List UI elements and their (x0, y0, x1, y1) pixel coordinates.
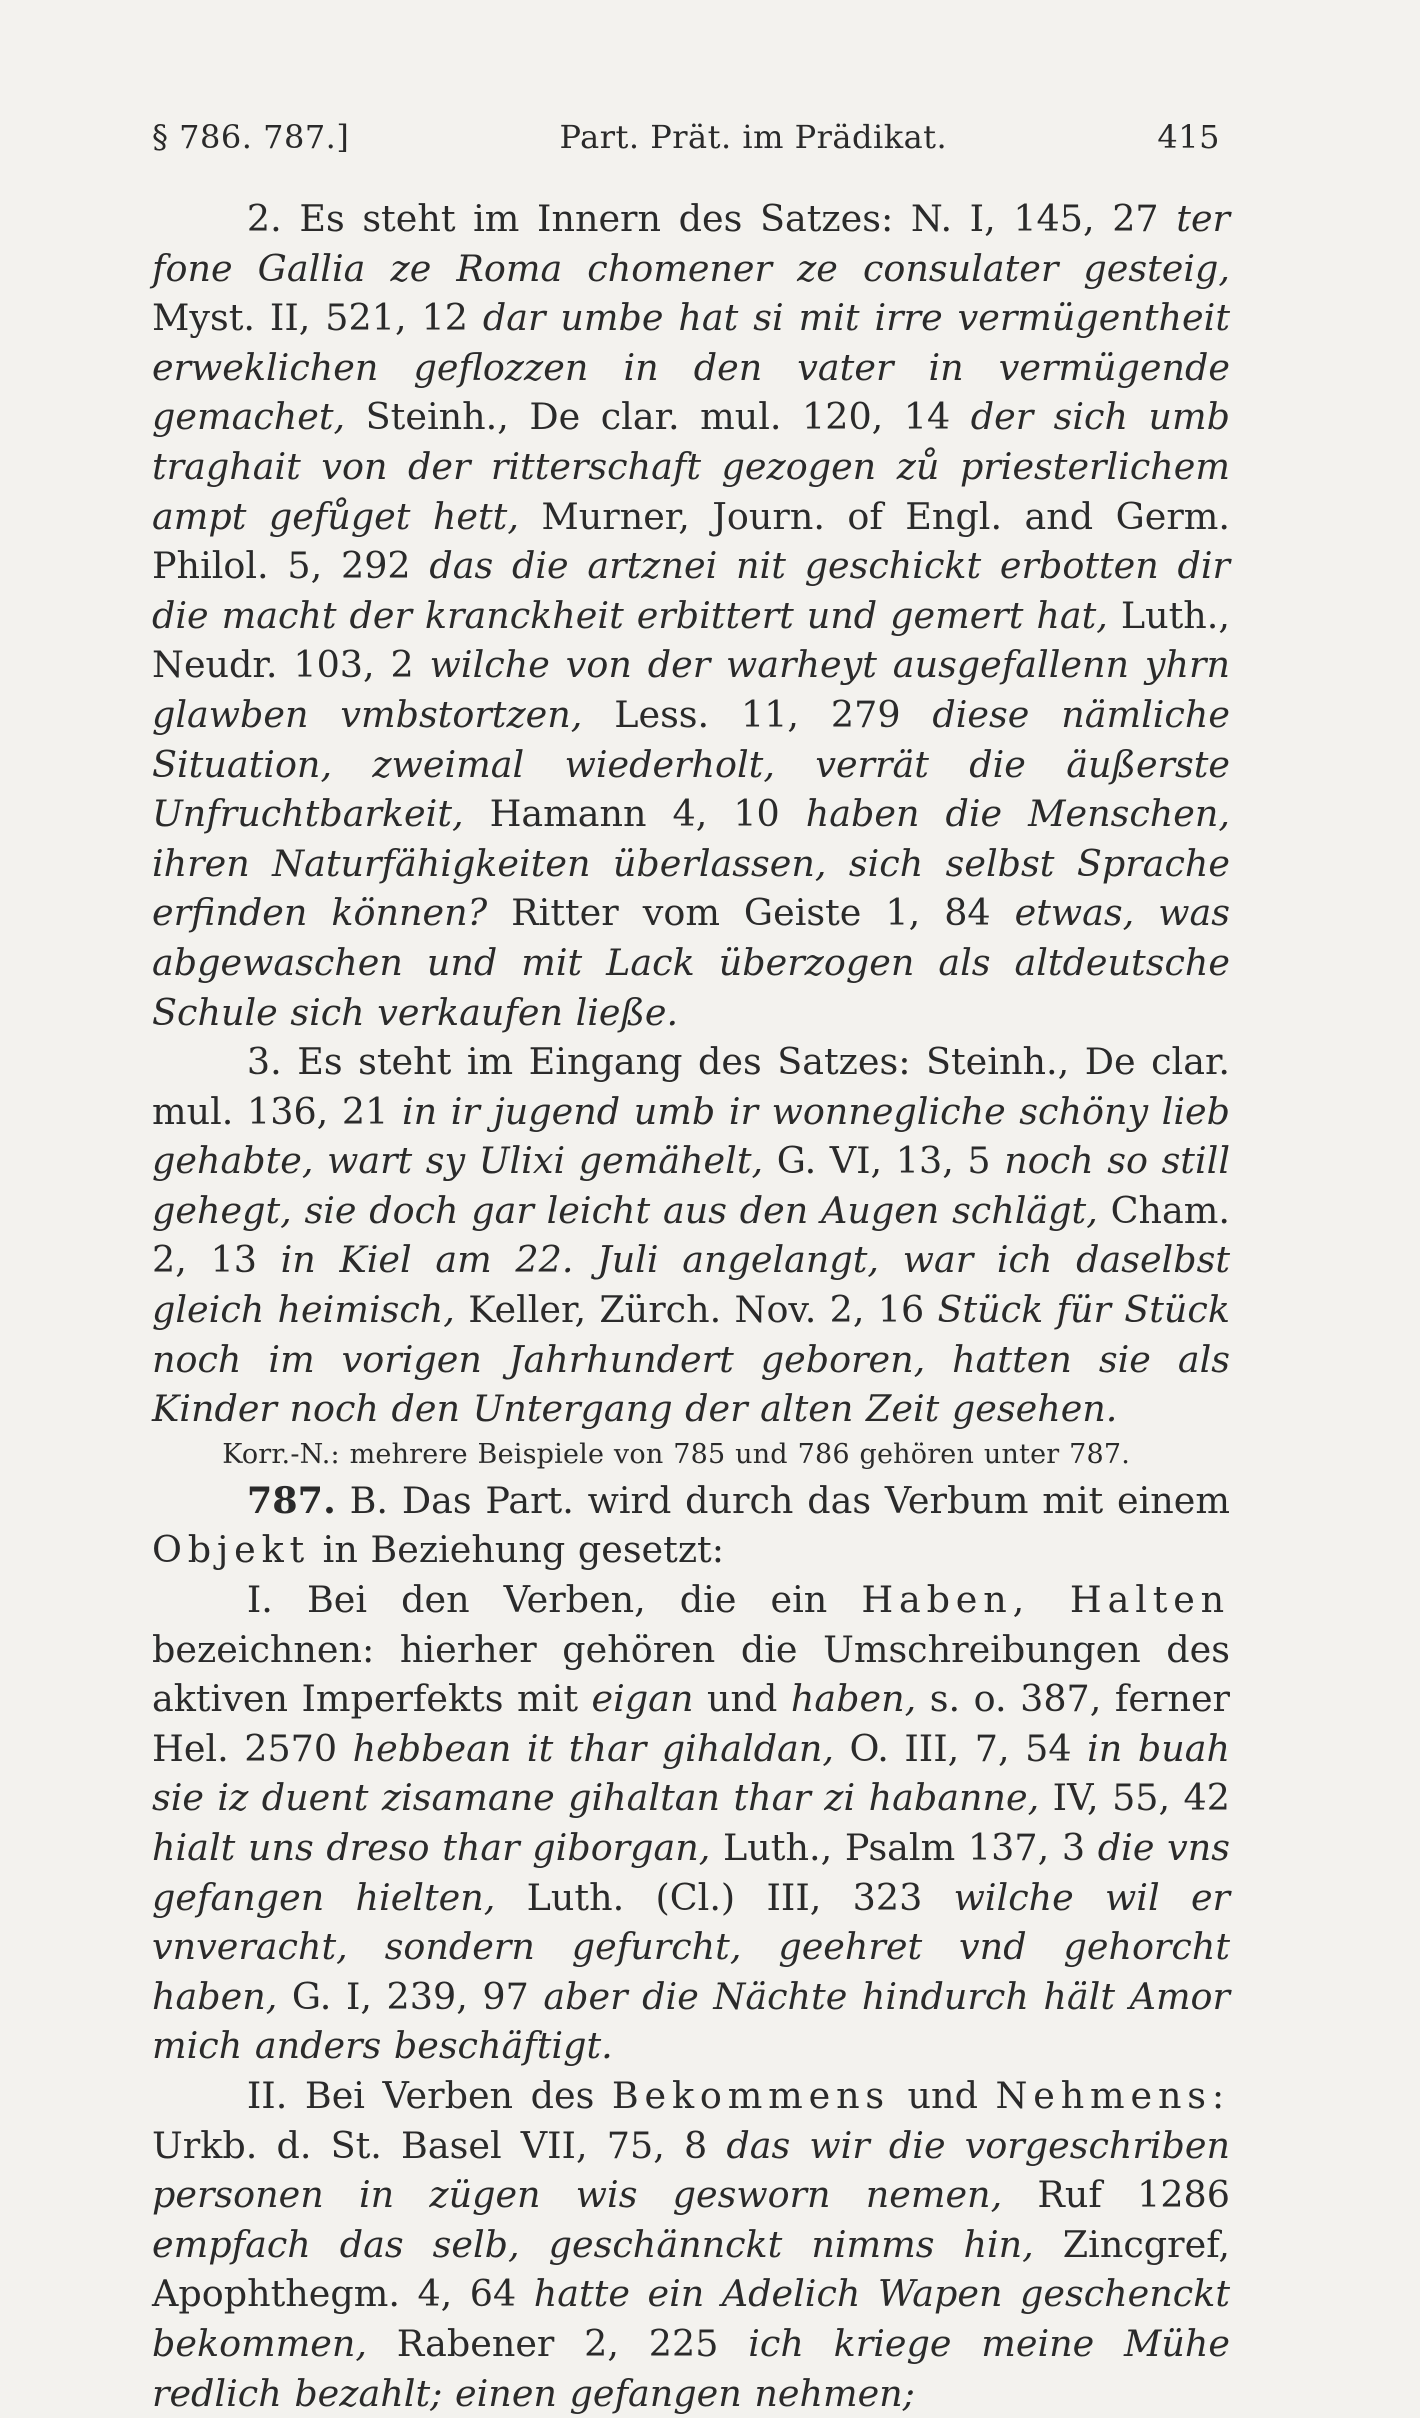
text-run: II. Bei Verben des (246, 2073, 612, 2117)
example-text: in Kiel am 22. Juli angelangt, war ich daselbst gleich heimisch, (152, 1238, 1230, 1332)
text-run: Hamann 4, 10 (463, 792, 806, 836)
example-text: diese nämliche Situation, zweimal wiederholt, verrät die äußerste Unfruchtbarkeit, (152, 692, 1230, 836)
example-text: noch so still gehegt, sie doch gar leicht aus den Augen schlägt, (152, 1139, 1230, 1232)
text-run: bezeichnen: hierher gehören die Umschreibungen des aktiven Imperfekts mit (152, 1627, 1230, 1721)
example-text: in ir jugend umb ir wonnegliche schöny lieb gehabte, wart sy Ulixi gemähelt, (152, 1089, 1230, 1183)
spaced-term: Objekt (152, 1528, 311, 1572)
section-number: 787. (246, 1478, 336, 1522)
text-run: Cham. 2, 13 (152, 1188, 1231, 1282)
spaced-term: Haben, Halten (861, 1578, 1231, 1622)
correction-note (152, 1434, 1230, 1476)
header-title: Part. Prät. im Prädikat. (559, 118, 948, 156)
text-run: Luth. (Cl.) III, 323 (495, 1875, 954, 1919)
paragraph-I (152, 1575, 1230, 2071)
text-run: Ruf 1286 (1002, 2173, 1230, 2217)
running-header (152, 118, 1230, 156)
paragraph-787 (152, 1476, 1230, 1575)
text-run (442, 2372, 455, 2415)
header-section-ref: § 786. 787.] (152, 118, 350, 156)
example-text: aber die Nächte hindurch hält Amor mich anders beschäftigt. (152, 1974, 1230, 2068)
example-text: Stück für Stück noch im vorigen Jahrhundert geboren, hatten sie als Kinder noch den Untergang der alten Zeit gesehen. (152, 1288, 1230, 1431)
example-text: haben, (790, 1677, 917, 1721)
text-run: Luth., Psalm 137, 3 (710, 1826, 1098, 1869)
text-run: IV, 55, 42 (1039, 1776, 1230, 1820)
spaced-term: Nehmens: (995, 2073, 1230, 2117)
example-text: empfach das selb, geschännckt nimms hin, (152, 2222, 1034, 2266)
text-run: Urkb. d. St. Basel VII, 75, 8 (152, 2123, 727, 2167)
example-text: haben die Menschen, ihren Naturfähigkeiten überlassen, sich selbst Sprache erfinden können? (152, 792, 1230, 935)
text-run: Ritter vom Geiste 1, 84 (487, 891, 1015, 935)
example-text: hialt uns dreso thar giborgan, (152, 1826, 711, 1869)
text-run: in Beziehung gesetzt: (310, 1528, 725, 1572)
text-run: 3. Es steht im Eingang des Satzes: Steinh., De clar. mul. 136, 21 (152, 1040, 1230, 1133)
text-run: Steinh., De clar. mul. 120, 14 (345, 395, 971, 439)
text-run: Murner, Journ. of Engl. and Germ. Philol. 5, 292 (152, 494, 1230, 588)
example-text: dar umbe hat si mit irre vermügentheit erweklichen geflozzen in den vater in vermügende gemachet, (152, 296, 1230, 439)
paragraph-2 (152, 194, 1230, 1037)
text-run: G. I, 239, 97 (277, 1974, 544, 2018)
page-number: 415 (1157, 118, 1220, 156)
text-run: s. o. 387, ferner Hel. 2570 (152, 1677, 1231, 1770)
body-text (152, 194, 1230, 2418)
text-run: Korr.-N.: mehrere Beispiele von 785 und 786 gehören unter 787. (222, 1438, 1131, 1470)
text-run: und (693, 1677, 791, 1721)
example-text: der sich umb traghait von der ritterschaft gezogen zů priesterlichem ampt gefůget hett, (152, 395, 1230, 538)
text-run: Luth., Neudr. 103, 2 (152, 593, 1231, 687)
example-text: wilche wil er vnveracht, sondern gefurcht, geehret vnd gehorcht haben, (152, 1875, 1230, 2018)
example-text: das die artznei nit geschickt erbotten dir die macht der kranckheit erbittert und gemert hat, (152, 544, 1230, 637)
text-run: und (890, 2073, 996, 2117)
text-run: B. Das Part. wird durch das Verbum mit einem (335, 1478, 1230, 1522)
example-text: in buah sie iz duent zisamane gihaltan thar zi habanne, (152, 1726, 1230, 1820)
text-run: Zincgref, Apophthegm. 4, 64 (152, 2222, 1231, 2316)
spaced-term: Bekommens (611, 2073, 890, 2117)
example-text: hatte ein Adelich Wapen geschenckt bekommen, (152, 2272, 1230, 2365)
example-text: hebbean it thar gihaldan, (352, 1726, 834, 1770)
example-text: etwas, was abgewaschen und mit Lack überzogen als altdeutsche Schule sich verkaufen ließe. (152, 891, 1231, 1034)
example-text: die vns gefangen hielten, (152, 1826, 1230, 1919)
example-text: eigan (591, 1677, 694, 1721)
example-text: wilche von der warheyt ausgefallenn yhrn glawben vmbstortzen, (152, 643, 1230, 736)
paragraph-3 (152, 1037, 1230, 1434)
text-run: G. VI, 13, 5 (763, 1139, 1005, 1183)
text-run: Myst. II, 521, 12 (152, 296, 483, 340)
paragraph-II (152, 2071, 1230, 2418)
example-text: das wir die vorgeschriben personen in zügen wis gesworn nemen, (152, 2123, 1230, 2217)
text-run: Keller, Zürch. Nov. 2, 16 (454, 1288, 938, 1332)
example-text: einen gefangen nehmen; (455, 2371, 915, 2415)
text-run: 2. Es steht im Innern des Satzes: N. I, 145, 27 (246, 197, 1177, 240)
text-run: Rabener 2, 225 (367, 2321, 749, 2365)
example-text: ter fone Gallia ze Roma chomener ze consulater gesteig, (152, 197, 1230, 290)
text-run: I. Bei den Verben, die ein (246, 1578, 862, 1622)
text-run: O. III, 7, 54 (833, 1726, 1088, 1770)
example-text: ich kriege meine Mühe redlich bezahlt; (152, 2321, 1230, 2415)
text-run: Less. 11, 279 (582, 692, 933, 736)
